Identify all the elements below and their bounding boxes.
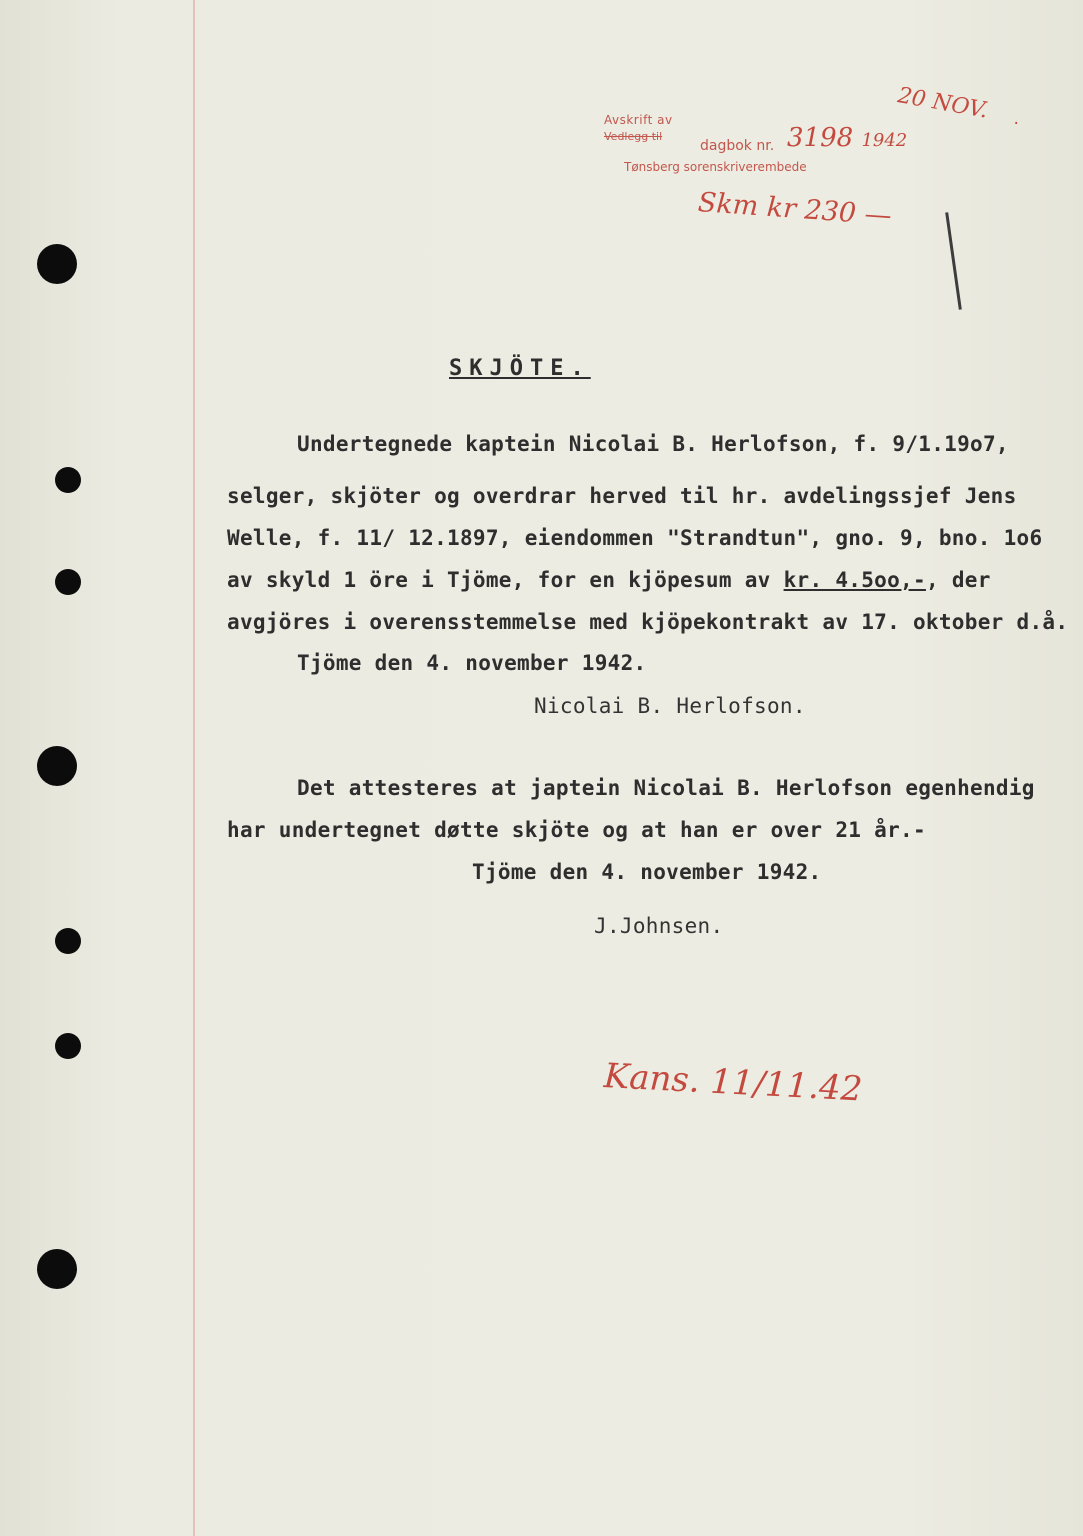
- fee-note-handwritten: Skm kr 230 —: [696, 187, 893, 232]
- purchase-price: kr. 4.5oo,-: [783, 568, 926, 592]
- stamp-vedlegg: Vedlegg til: [604, 130, 663, 143]
- seller-signature: Nicolai B. Herlofson.: [534, 694, 806, 718]
- body-line-1: Undertegnede kaptein Nicolai B. Herlofson, f. 9/1.19o7,: [297, 432, 1009, 456]
- received-date-stamp: 20 NOV.: [895, 83, 990, 124]
- body-line-6: Tjöme den 4. november 1942.: [297, 651, 647, 675]
- dagbok-number-handwritten: 3198 1942: [787, 123, 908, 153]
- pen-stroke-mark: [945, 212, 962, 309]
- punch-hole: [55, 928, 81, 954]
- kans-note-handwritten: Kans. 11/11.42: [602, 1056, 864, 1110]
- punch-hole: [37, 746, 77, 786]
- body-line-5: avgjöres i overensstemmelse med kjöpekontrakt av 17. oktober d.å.: [227, 610, 1069, 634]
- stamp-avskrift: Avskrift av: [604, 113, 673, 127]
- punch-hole: [55, 467, 81, 493]
- document-title: SKJÖTE.: [449, 356, 591, 381]
- body-line-3: Welle, f. 11/ 12.1897, eiendommen "Strandtun", gno. 9, bno. 1o6: [227, 526, 1043, 550]
- attest-line-1: Det attesteres at japtein Nicolai B. Herlofson egenhendig: [297, 776, 1035, 800]
- punch-hole: [37, 1249, 77, 1289]
- punch-hole: [55, 569, 81, 595]
- punch-hole: [37, 244, 77, 284]
- attest-line-2: har undertegnet døtte skjöte og at han er over 21 år.-: [227, 818, 926, 842]
- body-line-2: selger, skjöter og overdrar herved til hr. avdelingssjef Jens: [227, 484, 1017, 508]
- attest-line-3: Tjöme den 4. november 1942.: [472, 860, 822, 884]
- red-tick-mark: ·: [1012, 116, 1021, 132]
- margin-line: [193, 0, 195, 1536]
- punch-hole: [55, 1033, 81, 1059]
- body-line-4: av skyld 1 öre i Tjöme, for en kjöpesum av kr. 4.5oo,-, der: [227, 568, 991, 592]
- dagbok-year: 1942: [861, 130, 908, 151]
- stamp-dagbok-label: dagbok nr.: [700, 138, 775, 154]
- stamp-office: Tønsberg sorenskriverembede: [624, 160, 807, 174]
- witness-signature: J.Johnsen.: [594, 914, 724, 938]
